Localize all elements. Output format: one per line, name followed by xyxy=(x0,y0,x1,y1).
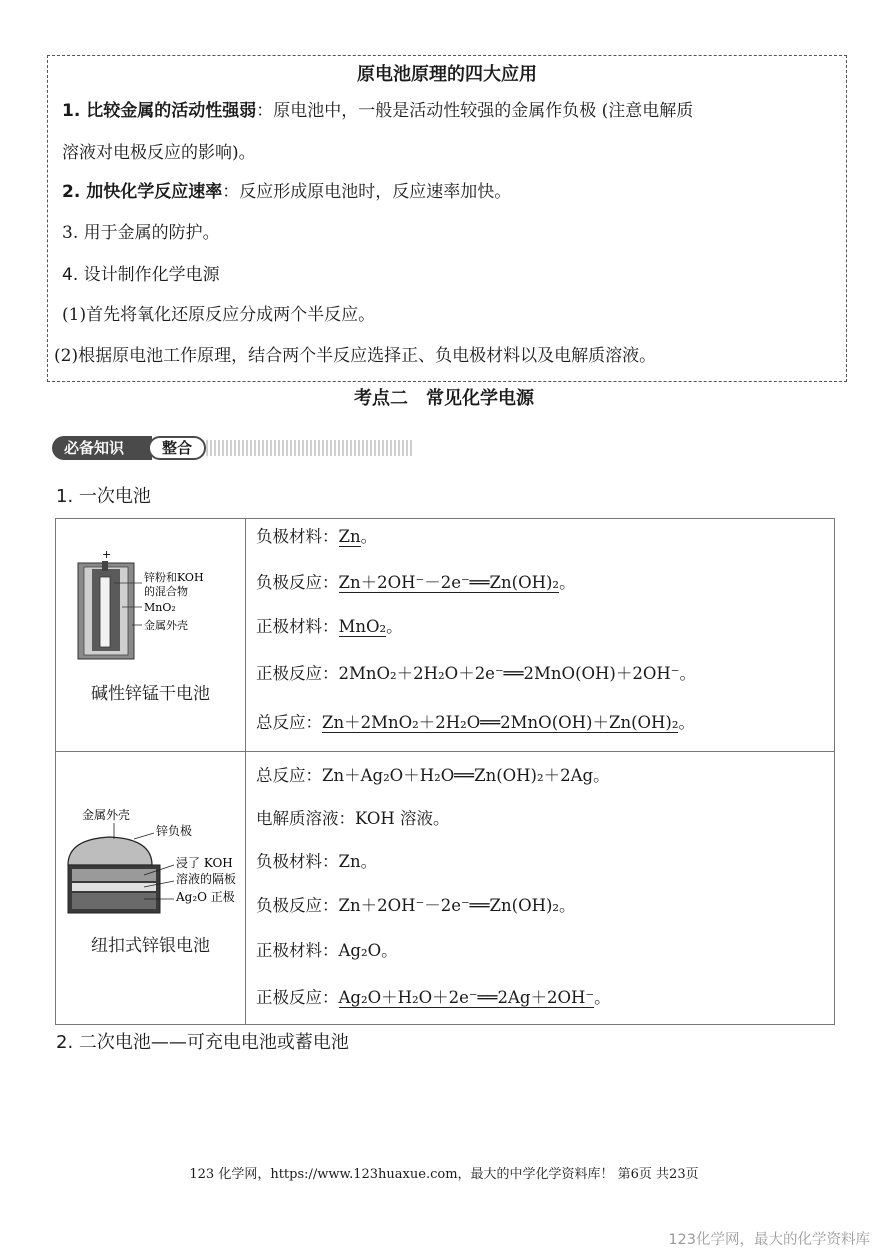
item-4: 4. 设计制作化学电源 xyxy=(62,265,220,285)
label: 正极反应： xyxy=(256,664,339,683)
alkaline-neg-material: 负极材料：Zn。 xyxy=(256,527,378,546)
heading-secondary-battery: 2. 二次电池——可充电电池或蓄电池 xyxy=(56,1032,349,1053)
answer: Zn＋2OH⁻－2e⁻══Zn(OH)₂。 xyxy=(338,896,576,915)
page-footer: 123 化学网，https://www.123huaxue.com，最大的中学化学资料库！ 第6页 共23页 xyxy=(189,1167,699,1182)
watermark: 123化学网，最大的化学资料库 xyxy=(668,1232,870,1248)
item-2-text: ：反应形成原电池时，反应速率加快。 xyxy=(222,182,512,202)
answer: Ag₂O＋H₂O＋2e⁻══2Ag＋2OH⁻ xyxy=(338,988,595,1007)
box-title: 原电池原理的四大应用 xyxy=(357,64,537,85)
item-4-2: (2)根据原电池工作原理，结合两个半反应选择正、负电极材料以及电解质溶液。 xyxy=(54,346,657,366)
button-battery-diagram xyxy=(64,799,244,919)
label: 正极材料： xyxy=(256,617,339,636)
alkaline-caption: 碱性锌锰干电池 xyxy=(91,684,210,704)
alkaline-pos-reaction xyxy=(256,660,696,684)
fig-label-koh-soaked: 浸了 KOH xyxy=(176,856,233,870)
fig-label-mixture: 的混合物 xyxy=(144,585,188,598)
alkaline-battery-diagram xyxy=(66,547,241,667)
banner-stripes xyxy=(202,440,414,456)
table-column-divider xyxy=(245,519,246,1024)
item-1-continued: 溶液对电极反应的影响)。 xyxy=(62,143,256,163)
table-row-divider xyxy=(56,751,834,752)
alkaline-total-reaction: 总反应：Zn＋2MnO₂＋2H₂O══2MnO(OH)＋Zn(OH)₂。 xyxy=(256,713,695,732)
application-box xyxy=(47,55,847,382)
battery-table xyxy=(55,518,835,1025)
answer: Zn＋2MnO₂＋2H₂O══2MnO(OH)＋Zn(OH)₂ xyxy=(322,713,679,732)
label: 负极材料： xyxy=(256,527,339,546)
fig-label-ag2o-positive: Ag₂O 正极 xyxy=(176,890,235,904)
fig-label-zinc-koh: 锌粉和KOH xyxy=(144,571,204,584)
period: 。 xyxy=(594,988,611,1007)
item-1-text: ：原电池中，一般是活动性较强的金属作负极 (注意电解质 xyxy=(256,101,694,121)
fig-plus-sign: + xyxy=(102,548,112,561)
item-2 xyxy=(62,177,511,202)
item-2-heading: 2. 加快化学反应速率 xyxy=(62,182,223,202)
alkaline-neg-reaction: 负极反应：Zn＋2OH⁻－2e⁻══Zn(OH)₂。 xyxy=(256,573,576,592)
knowledge-banner xyxy=(52,436,414,460)
answer: 2MnO₂＋2H₂O＋2e⁻══2MnO(OH)＋2OH⁻。 xyxy=(338,664,696,683)
item-3: 3. 用于金属的防护。 xyxy=(62,223,220,243)
fig-label-metal-shell: 金属外壳 xyxy=(144,619,188,632)
button-pos-reaction xyxy=(256,984,611,1008)
label: 正极反应： xyxy=(256,988,339,1007)
label: 负极反应： xyxy=(256,896,339,915)
alkaline-pos-material: 正极材料：MnO₂。 xyxy=(256,617,403,636)
button-total-reaction: 总反应：Zn＋Ag₂O＋H₂O══Zn(OH)₂＋2Ag。 xyxy=(256,766,610,785)
answer: Zn＋2OH⁻－2e⁻══Zn(OH)₂ xyxy=(338,573,560,592)
label: 总反应： xyxy=(256,713,322,732)
answer: MnO₂ xyxy=(338,617,387,636)
item-4-1: (1)首先将氧化还原反应分成两个半反应。 xyxy=(62,305,376,325)
button-electrolyte: 电解质溶液：KOH 溶液。 xyxy=(256,809,450,828)
section-title: 考点二 常见化学电源 xyxy=(354,388,534,409)
button-caption: 纽扣式锌银电池 xyxy=(91,936,210,956)
button-neg-reaction xyxy=(256,892,576,916)
heading-primary-battery: 1. 一次电池 xyxy=(56,486,151,507)
button-neg-material: 负极材料：Zn。 xyxy=(256,852,378,871)
label: 负极反应： xyxy=(256,573,339,592)
fig-label-metal-shell: 金属外壳 xyxy=(82,808,131,822)
answer: Zn xyxy=(338,527,361,546)
fig-label-zinc-negative: 锌负极 xyxy=(156,824,193,838)
item-1-heading: 1. 比较金属的活动性强弱 xyxy=(62,101,257,121)
item-1 xyxy=(62,96,693,121)
button-pos-material: 正极材料：Ag₂O。 xyxy=(256,941,398,960)
banner-tag-integrate: 整合 xyxy=(148,436,206,460)
fig-label-mno2: MnO₂ xyxy=(144,601,176,614)
banner-tag-required: 必备知识 xyxy=(52,436,152,460)
fig-label-separator: 溶液的隔板 xyxy=(176,872,237,886)
